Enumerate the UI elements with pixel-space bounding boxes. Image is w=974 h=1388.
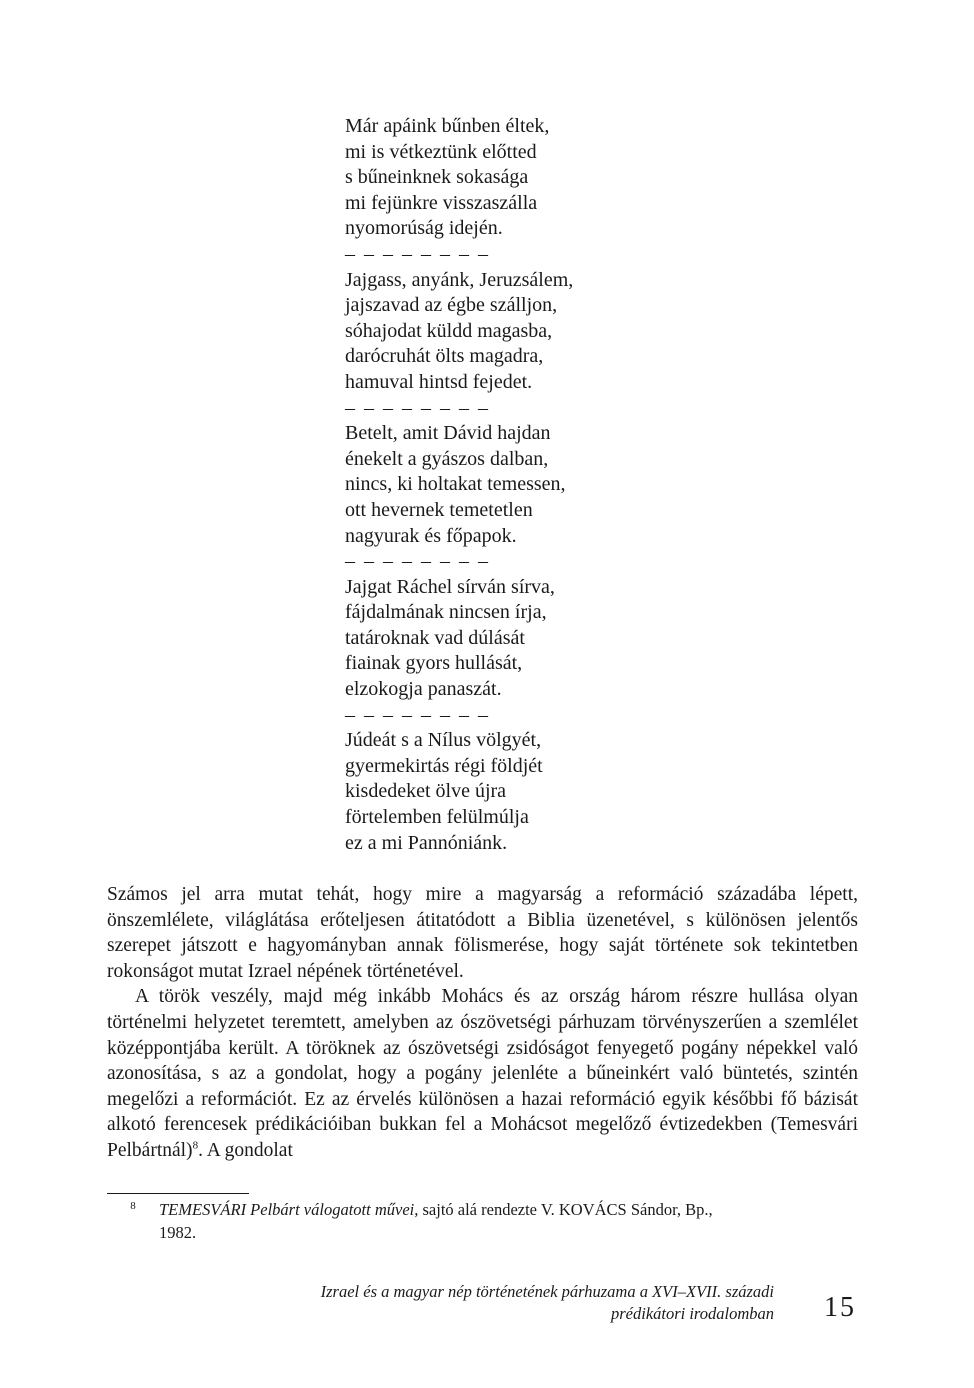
poem-line: mi is vétkeztünk előtted xyxy=(345,140,537,163)
poem-line: Júdeát s a Nílus völgyét, xyxy=(345,729,542,752)
page-number: 15 xyxy=(824,1292,856,1323)
body-text xyxy=(107,882,858,1164)
poem-line: förtelemben felülmúlja xyxy=(345,806,529,829)
stanza-separator: – – – – – – – – xyxy=(345,703,490,726)
poem-line: sóhajodat küldd magasba, xyxy=(345,319,553,342)
poem xyxy=(345,114,573,856)
running-head-line-2: prédikátori irodalomban xyxy=(610,1304,774,1323)
paragraph-2-tail: . A gondolat xyxy=(198,1139,293,1161)
poem-line: hamuval hintsd fejedet. xyxy=(345,370,533,393)
poem-line: ott hevernek temetetlen xyxy=(345,498,533,521)
footnote-text: sajtó alá rendezte V. KOVÁCS Sándor, Bp., xyxy=(418,1200,713,1219)
footnote-title: TEMESVÁRI Pelbárt válogatott művei, xyxy=(159,1200,419,1219)
poem-line: tatároknak vad dúlását xyxy=(345,626,525,649)
stanza-separator: – – – – – – – – xyxy=(345,396,490,419)
poem-line: gyermekirtás régi földjét xyxy=(345,754,543,777)
poem-line: kisdedeket ölve újra xyxy=(345,780,507,803)
poem-line: Betelt, amit Dávid hajdan xyxy=(345,422,551,445)
poem-stanza-1 xyxy=(345,114,573,242)
footnote-reference[interactable]: 8 xyxy=(192,1139,199,1152)
footnote-year: 1982. xyxy=(159,1223,197,1242)
poem-line: mi fejünkre visszaszálla xyxy=(345,191,538,214)
poem-line: fájdalmának nincsen írja, xyxy=(345,601,547,624)
poem-line: elzokogja panaszát. xyxy=(345,678,502,701)
poem-stanza-5 xyxy=(345,728,573,856)
stanza-separator: – – – – – – – – xyxy=(345,242,490,265)
poem-line: Már apáink bűnben éltek, xyxy=(345,115,550,137)
running-head-line-1: Izrael és a magyar nép történetének párhuzama a XVI–XVII. századi xyxy=(320,1282,774,1301)
poem-line: ez a mi Pannóniánk. xyxy=(345,831,508,854)
paragraph-2 xyxy=(107,984,858,1163)
poem-line: s bűneinknek sokasága xyxy=(345,166,529,189)
paragraph-2-text: A török veszély, majd még inkább Mohács és az ország három részre hullása olyan történelmi helyzetet teremtett, amelyben az ószövetségi párhuzam törvényszerűen a szemlélet középpontjába került. A töröknek az ószövetségi zsidóságot fenyegető pogány népekkel való azonosítása, s az a gondolat, hogy a pogány jelenléte a bűneinkért való büntetés, szintén megelőzi a reformációt. Ez az érvelés különösen a hazai reformáció egyik későbbi fő bázisát alkotó ferencesek prédikációiban bukkan fel a Mohácsot megelőző évtizedekben (Temesvári Pelbártnál) xyxy=(107,986,858,1161)
footnote xyxy=(107,1198,858,1244)
poem-line: jajszavad az égbe szálljon, xyxy=(345,294,558,317)
paragraph-1: Számos jel arra mutat tehát, hogy mire a magyarság a reformáció századába lépett, önszemlélete, világlátása erőteljesen átitatódott a Biblia üzenetével, s különösen jelentős szerepet játszott e hagyományban annak fölismerése, hogy saját története sok tekintetben rokonságot mutat Izrael népének történetével. xyxy=(107,884,858,982)
poem-line: nyomorúság idején. xyxy=(345,217,503,240)
poem-line: darócruhát ölts magadra, xyxy=(345,345,544,368)
poem-line: énekelt a gyászos dalban, xyxy=(345,447,549,470)
poem-line: fiainak gyors hullását, xyxy=(345,652,523,675)
poem-stanza-4 xyxy=(345,575,573,703)
poem-line: nagyurak és főpapok. xyxy=(345,524,517,547)
footnote-line-1: 8 TEMESVÁRI Pelbárt válogatott művei, sajtó alá rendezte V. KOVÁCS Sándor, Bp., xyxy=(130,1199,713,1219)
stanza-separator: – – – – – – – – xyxy=(345,550,490,573)
poem-stanza-2 xyxy=(345,268,573,396)
poem-line: nincs, ki holtakat temessen, xyxy=(345,473,566,496)
poem-stanza-3 xyxy=(345,421,573,549)
poem-line: Jajgat Ráchel sírván sírva, xyxy=(345,575,555,598)
poem-line: Jajgass, anyánk, Jeruzsálem, xyxy=(345,268,574,291)
running-head xyxy=(321,1281,774,1325)
footnote-divider xyxy=(107,1193,249,1194)
